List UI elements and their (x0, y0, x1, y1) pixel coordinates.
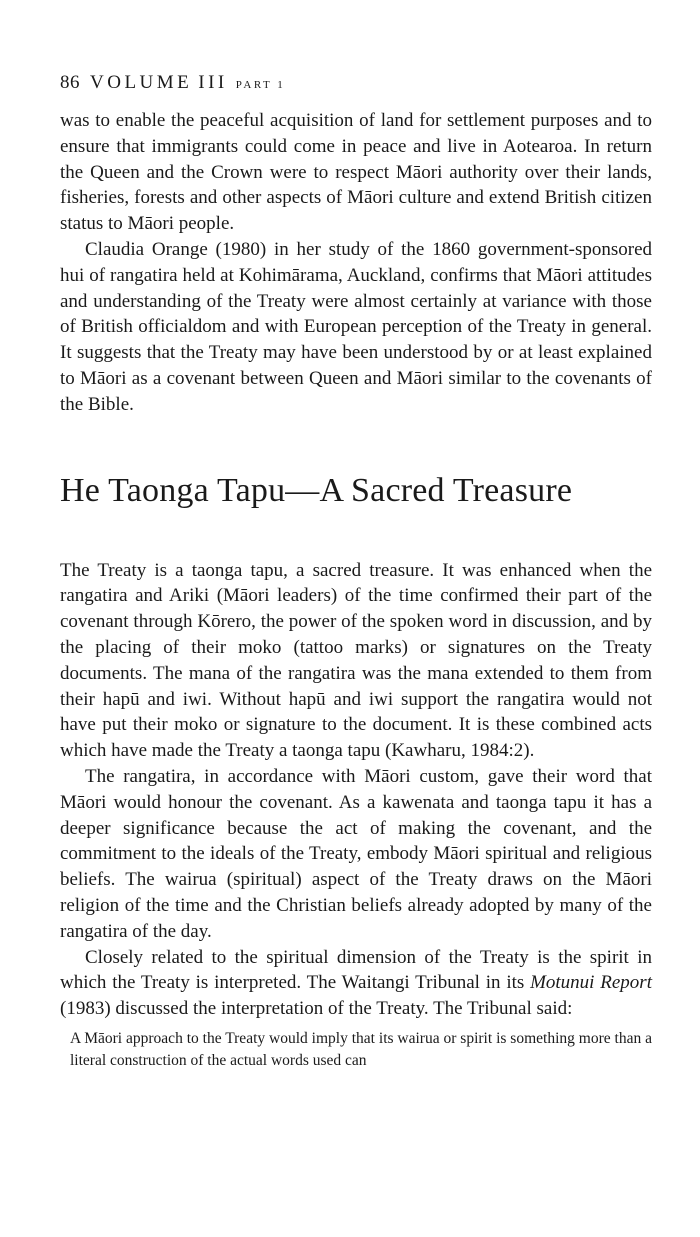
volume-label: VOLUME (90, 72, 193, 93)
page-number: 86 (60, 72, 80, 93)
body-paragraph: was to enable the peaceful acquisition of land for settlement purposes and to ensure that immigrants could come in peace and live in Aotearoa. In return the Queen and the Crown were to respect Māori authority over their lands, fisheries, forests and other aspects of Māori culture and extend British citizen status to Māori people. (60, 110, 652, 235)
body-paragraph: The rangatira, in accordance with Māori custom, gave their word that Māori would honour the covenant. As a kawenata and taonga tapu it has a deeper significance because the act of making the covenant, and the commitment to the ideals of the Treaty, embody Māori spiritual and religious beliefs. The wairua (spiritual) aspect of the Treaty draws on the Māori religion of the time and the Christian beliefs already adopted by many of the rangatira of the day. (60, 765, 652, 942)
part-label: PART 1 (235, 79, 286, 91)
running-head (60, 70, 652, 98)
section-heading: He Taonga Tapu—A Sacred Treasure (60, 471, 573, 509)
body-paragraph: Claudia Orange (1980) in her study of the 1860 government-sponsored hui of rangatira held at Kohimārama, Auckland, confirms that Māori attitudes and understanding of the Treaty were almost certainly at variance with those of British officialdom and with European perception of the Treaty in general. It suggests that the Treaty may have been understood by or at least explained to Māori as a covenant between Queen and Māori similar to the covenants of the Bible. (60, 238, 652, 415)
report-title-italic: Motunui Report (530, 972, 652, 994)
paragraph-text: Closely related to the spiritual dimension of the Treaty is the spirit in which the Treaty is interpreted. The Waitangi Tribunal in its (60, 946, 652, 994)
volume-number: III (198, 72, 228, 93)
body-paragraph (60, 945, 652, 1022)
block-quote: A Māori approach to the Treaty would imply that its wairua or spirit is something more than a literal construction of the actual words used can (70, 1029, 652, 1069)
book-page (60, 70, 652, 1072)
paragraph-text: (1983) discussed the interpretation of the Treaty. The Tribunal said: (60, 998, 573, 1020)
body-paragraph: The Treaty is a taonga tapu, a sacred treasure. It was enhanced when the rangatira and Ariki (Māori leaders) of the time confirmed their part of the covenant through Kōrero, the power of the spoken word in discussion, and by the placing of their moko (tattoo marks) or signatures on the Treaty documents. The mana of the rangatira was the mana extended to them from their hapū and iwi. Without hapū and iwi support the rangatira would not have put their moko or signature to the document. It is these combined acts which have made the Treaty a taonga tapu (Kawharu, 1984:2). (60, 559, 652, 762)
